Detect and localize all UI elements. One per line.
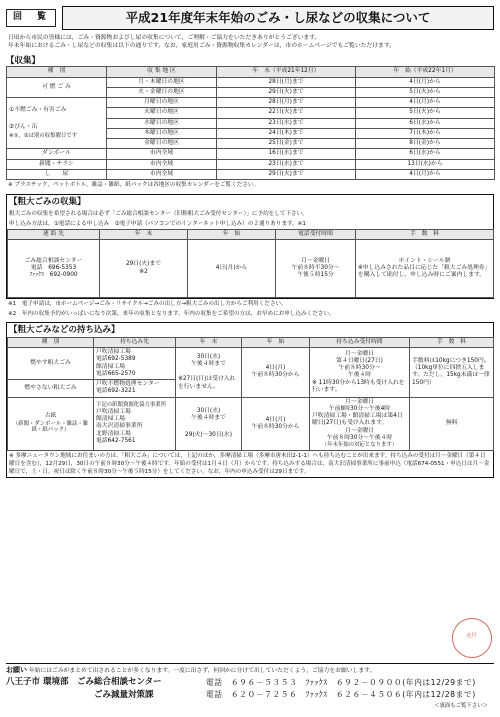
cat-burnable: 可 燃 ご み [7, 77, 107, 97]
table-row [8, 240, 494, 298]
nonburnable-destination [94, 380, 176, 397]
bulky-end-date: 29日(火)まで [125, 261, 162, 268]
bring-in-header-row [8, 338, 494, 348]
hours-note: （年末年始の対応となります） [321, 442, 398, 449]
cell-area: 月・木曜日の地区 [107, 77, 217, 87]
contact-line-1 [6, 677, 494, 688]
end-date-range: 29(火)～30日(水) [185, 432, 232, 439]
kairan-label: 回 覧 [6, 9, 56, 26]
cell-start: 5日(火)から [356, 108, 495, 118]
bulky-note-1: ※1 電子申請は，市ホームページ→ごみ・リサイクル→ごみの出し方→粗大ごみの出し方からご利用ください。 [8, 301, 287, 308]
cell-start: 4日(月)から [356, 77, 495, 87]
cell-area: 金曜日の地区 [107, 139, 217, 149]
cell-area: 水曜日の地区 [107, 118, 217, 128]
dest: 戸吹清掃工場 [96, 409, 131, 416]
bring-in-heading: 【粗大ごみなどの持ち込み】 [9, 325, 120, 336]
dest-tel: 電話692-5389 [96, 356, 136, 363]
hours-from: 午前８時30分～ [338, 365, 381, 372]
hours-to: 午後４時 [347, 372, 372, 379]
bring-in-hours [310, 348, 410, 397]
col-phone-hours: 電話受付時間 [276, 229, 356, 239]
page-title: 平成21年度年末年始のごみ・し尿などの収集について [62, 6, 494, 30]
cell-type: ダンボール [7, 149, 107, 159]
col-year-start: 年 始 [242, 338, 310, 348]
notice-page [6, 6, 494, 711]
dest: 戸吹清掃工場 [96, 349, 131, 356]
footer [6, 663, 494, 711]
collection-heading: 【収集】 [6, 55, 41, 66]
bulky-hours [276, 240, 356, 298]
bring-in-table [7, 337, 494, 451]
bulky-contact [8, 240, 100, 298]
fee-system: ポイント・シール制 [398, 257, 451, 264]
tel-1: 電話 ６９６－５３５３ ﾌｧｯｸｽ ６９２－０９００(年内は12/29まで) [206, 677, 476, 687]
bulky-end-note: ※2 [139, 268, 148, 275]
request [6, 666, 494, 675]
col-area: 収 集 地 区 [107, 67, 217, 77]
paper-start [242, 397, 310, 450]
bulky-desc-1: 粗大ごみの収集を希望される場合は必ず「ごみ総合相談センター（旧称粗大ごみ受付センター）」に予約をして下さい。 [9, 210, 308, 217]
bring-in-fee [410, 348, 494, 397]
fee-detail: ※申し込みされた品目に応じた「粗大ごみ処理券」を購入して貼付し，申し込み時にご案内します。 [358, 265, 491, 279]
cat-note: ※①，②は別の収集曜日です [9, 133, 78, 140]
hours-range: 午前８時30分～午後４時 [326, 434, 393, 441]
bulky-end [100, 240, 188, 298]
end-date: 30日(水) [196, 407, 221, 414]
collection-note: ※ プラスチック，ペットボトル，雑誌・雑紙，紙パックは各地区の収集カレンダーをご覧ください。 [8, 181, 260, 188]
cell-end: 23日(水)まで [217, 118, 356, 128]
intro-text [6, 34, 494, 51]
cell-area: 市内全域 [107, 159, 217, 169]
col-year-start: 年 始（平成22年1月） [356, 67, 495, 77]
cell-start: 6日(水)から [356, 149, 495, 159]
paper-end [176, 397, 242, 450]
col-year-end: 年 末 [100, 229, 188, 239]
collection-header-row [7, 67, 495, 77]
cell-end: 24日(木)まで [217, 128, 356, 138]
paper-dest-title: 下記の紙類資源化協力事業所 [96, 402, 167, 409]
paper-fee: 無料 [410, 397, 494, 450]
cell-end: 16日(水)まで [217, 149, 356, 159]
table-row [8, 397, 494, 450]
paper-label: 古紙 [44, 413, 57, 420]
dept-block [6, 677, 206, 688]
bulky-fee [356, 240, 494, 298]
cell-type: し 尿 [7, 169, 107, 179]
bulky-start: 4日(月)から [188, 240, 276, 298]
start-date: 4日(月) [265, 365, 286, 372]
request-text: 年始にはごみがまとめて出されることが多くなります。一度に出さず，何回かに分けて出していただくよう，ご協力をお願いします。 [28, 668, 376, 674]
fee-note: （10kg単位に四捨五入します。ただし，15kg未満は一律150円） [412, 365, 490, 386]
cell-area: 火曜日の地区 [107, 108, 217, 118]
hours-range: 午前8時30分～午後4時 [328, 405, 391, 412]
dest: 館清掃工場 [96, 416, 125, 423]
col-year-end: 年 末 [176, 338, 242, 348]
contact-tel: 電話 696-5353 [30, 265, 77, 272]
cell-start: 4日(月)から [356, 98, 495, 108]
cell-start: 7日(木)から [356, 128, 495, 138]
bulky-collection-box [6, 194, 494, 299]
bulky-header-row [8, 229, 494, 239]
cell-end: 28日(月)まで [217, 77, 356, 87]
collection-table [6, 66, 495, 180]
contact-fax: ﾌｧｯｸｽ 692-0900 [29, 272, 78, 279]
dest-tel: 電話665-2570 [96, 370, 136, 377]
dest-tel: 電話642-7561 [96, 437, 136, 444]
cell-type: 新聞・チラシ [7, 159, 107, 169]
hours-sunday: 第４日曜日(27日) [336, 357, 383, 364]
burnable-destinations [94, 348, 176, 380]
dest: 戸吹不燃物処理センター [96, 381, 160, 388]
dept-name: 八王子市 環境部 [6, 677, 69, 688]
hours-note: 戸吹清掃工場・館清掃工場は第4日曜日(27日)も受け入れます。 [312, 413, 403, 427]
paper-type [8, 397, 94, 450]
bulky-desc-2: 申し込み方法は，①電話による申し込み ②電子申請（パソコンでのインターネット申し込み）の２通りあります。※1 [9, 220, 306, 227]
fee-rate: 手数料は10kgにつき150円。 [412, 357, 490, 364]
cat-nonburnable-bottles [7, 98, 107, 149]
cat-bottles: ②びん・缶 [9, 123, 38, 130]
cell-end: 23日(水)まで [217, 159, 356, 169]
start-date: 4日(月) [265, 416, 286, 423]
table-row [7, 149, 495, 159]
burnable-label: 燃やす粗大ごみ [8, 348, 94, 380]
cell-start: 13日(水)から [356, 159, 495, 169]
bulky-note-2: ※2 年内の収集予約がいっぱいになり次第，来年の収集となります。年内の収集をご希望の方は，お早めにお申し込みください。 [8, 311, 335, 318]
cell-end: 22日(火)まで [217, 108, 356, 118]
bring-in-end [176, 348, 242, 397]
back-page-note: ＜裏面もご覧下さい＞ [434, 703, 488, 710]
table-row [7, 169, 495, 179]
bring-in-box [6, 322, 494, 478]
contact-line-2 [6, 690, 494, 701]
center-2: ごみ減量対策課 [94, 689, 154, 700]
col-destination: 持ち込み先 [94, 338, 176, 348]
paper-sub: （新聞・ダンボール・雑誌・雑紙・紙パック） [12, 420, 89, 434]
cell-end: 29日(火)まで [217, 169, 356, 179]
col-year-start: 年 始 [188, 229, 276, 239]
hours-days: 月～金曜日 [345, 427, 374, 434]
bulky-heading: 【粗大ごみの収集】 [9, 197, 86, 208]
hours-from: 午前８時半30分～ [291, 265, 340, 272]
header [6, 6, 494, 30]
hours-to: 午後５時15分 [297, 272, 334, 279]
col-hours: 持ち込み受付時間 [310, 338, 410, 348]
table-row [7, 159, 495, 169]
col-contact: 連 絡 先 [8, 229, 100, 239]
cell-end: 29日(火)まで [217, 87, 356, 97]
end-time: 午後４時まで [191, 361, 226, 368]
cell-end: 28日(月)まで [217, 98, 356, 108]
request-label: お願い [6, 666, 27, 674]
cell-area: 火・金曜日の地区 [107, 87, 217, 97]
start-time: 午前８時30分から [251, 372, 300, 379]
intro-line-2: 年末年始におけるごみ・し尿などの収集は以下の通りです。なお，家庭用ごみ・資源物収集カレンダーは，市のホームページでもご覧いただけます。 [8, 43, 395, 50]
dest: 館清掃工場 [96, 363, 125, 370]
cell-start: 4日(月)から [356, 169, 495, 179]
col-fee: 手 数 料 [410, 338, 494, 348]
center-1: ごみ総合相談センター [76, 677, 162, 688]
end-date: 30日(水) [196, 353, 221, 360]
col-fee: 手 数 料 [356, 229, 494, 239]
col-year-end: 年 末（平成21年12月） [217, 67, 356, 77]
table-row [7, 98, 495, 108]
cell-area: 月曜日の地区 [107, 98, 217, 108]
received-stamp: 受付 [448, 614, 495, 661]
start-time: 午前８時30分から [251, 423, 300, 430]
end-note: ※27日(日)は受け入れを行いません。 [178, 376, 236, 390]
tel-2: 電話 ６２０－７２５６ ﾌｧｯｸｽ ６２６－４５０６(年内は12/28まで) [206, 690, 476, 700]
bulky-table [7, 229, 494, 298]
dest: 南大沢清掃事業所 [96, 423, 143, 430]
cell-area: 市内全域 [107, 149, 217, 159]
table-row [8, 348, 494, 380]
cell-start: 8日(金)から [356, 139, 495, 149]
end-time: 午後４時まで [191, 415, 226, 422]
cell-end: 25日(金)まで [217, 139, 356, 149]
contact-name: ごみ総合相談センター [24, 257, 83, 264]
col-type: 種 別 [7, 67, 107, 77]
bring-in-start [242, 348, 310, 397]
cell-area: 木曜日の地区 [107, 128, 217, 138]
cell-start: 6日(水)から [356, 118, 495, 128]
col-type: 種 別 [8, 338, 94, 348]
tama-note: ※ 多摩ニュータウン地域にお住まいの方は，「粗大ごみ」については，上記のほか，多摩清掃工場（多摩市唐木田2-1-1）へも持ち込むことが出来ます。持ち込みの受付は月～金曜日（第４日曜日を含む），12月29日，30日の午前８時30分～午後４時です。年始の受付は1月４日（月）からです。持ち込みする場合は，南大沢清掃事業所に事前申込（電話674-0551・申込日は月～金曜日で，土・日，祝日は除く午前８時30分～午後５時15分）をしてください。なお，年内の申込み受付は29日まです。 [9, 452, 490, 476]
cell-area: 市内全域 [107, 169, 217, 179]
hours-note: ※ 11時30分から13時も受け入れを行います。 [312, 379, 405, 393]
intro-line-1: 日頃から市民の皆様には，ごみ・資源物およびし尿の収集について，ご理解・ご協力をいただきありがとうございます。 [8, 35, 321, 41]
cell-start: 5日(火)から [356, 87, 495, 97]
dest-tel: 電話692-3221 [96, 388, 136, 395]
hours-days: 月～金曜日 [301, 257, 330, 264]
hours-days: 月～金曜日 [345, 398, 374, 405]
paper-destinations [94, 397, 176, 450]
nonburnable-label: 燃やさない粗大ごみ [8, 380, 94, 397]
paper-hours [310, 397, 410, 450]
hours-days: 月～金曜日 [345, 350, 374, 357]
cat-nonburnable: ①不燃ごみ・有害ごみ [9, 106, 67, 113]
table-row [7, 77, 495, 87]
dest: 北野清掃工場 [96, 430, 131, 437]
